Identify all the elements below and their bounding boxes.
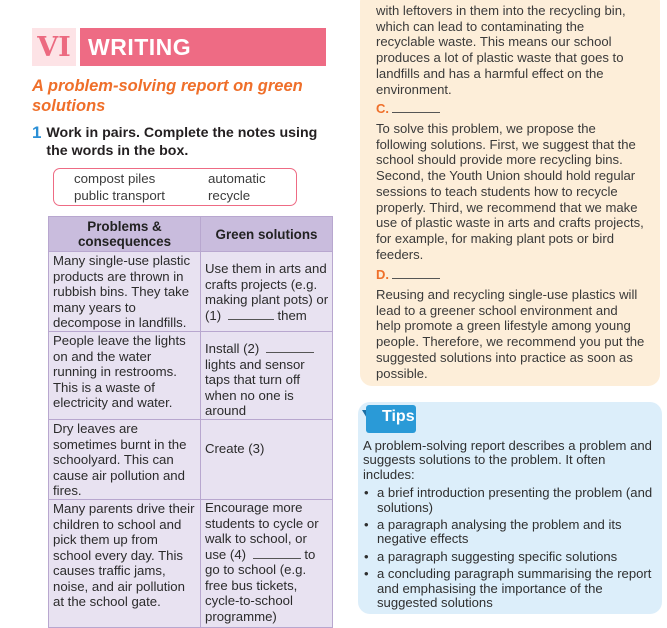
answer-blank-4[interactable] <box>253 558 301 559</box>
solution-cell: Encourage more students to cycle or walk to school, or use (4) to go to school (e.g. free bus tickets, cycle-to-school programme) <box>201 499 333 627</box>
tips-content <box>363 439 653 613</box>
list-item: • a paragraph analysing the problem and its negative effects <box>363 518 653 547</box>
problem-cell: Many single-use plastic products are thrown in rubbish bins. They take many years to decompose in landfills. <box>49 252 201 332</box>
table-row <box>49 419 333 499</box>
list-item: • a concluding paragraph summarising the report and emphasising the importance of the suggested solutions <box>363 567 653 610</box>
notes-table <box>48 216 333 628</box>
column-header-solutions: Green solutions <box>201 217 333 252</box>
table-row <box>49 252 333 332</box>
list-item: • a paragraph suggesting specific solutions <box>363 550 653 564</box>
word-box-item: recycle <box>208 188 251 203</box>
tips-heading: Tips <box>366 405 416 433</box>
word-box-item: compost piles <box>74 171 156 186</box>
report-paragraph-d: Reusing and recycling single-use plastics will lead to a greener school environment and help promote a green lifestyle among young people. Therefore, we recommend you put the suggested solutions into practice as soon as possible. <box>376 287 645 381</box>
section-header <box>32 28 326 66</box>
section-number: VI <box>32 28 76 66</box>
problem-cell: People leave the lights on and the water running in restrooms. This is a waste of electricity and water. <box>49 331 201 419</box>
task-text: Work in pairs. Complete the notes using the words in the box. <box>46 125 318 159</box>
table-row <box>49 499 333 627</box>
tips-intro: A problem-solving report describes a problem and suggests solutions to the problem. It often includes: <box>363 438 652 482</box>
task-instruction <box>32 124 332 160</box>
paragraph-d-blank[interactable] <box>392 278 440 279</box>
solution-cell: Use them in arts and crafts projects (e.g. making plant pots) or (1) them <box>201 252 333 332</box>
list-item: • a brief introduction presenting the problem (and solutions) <box>363 486 653 515</box>
solution-cell: Create (3) <box>201 419 333 499</box>
answer-blank-1[interactable] <box>228 319 274 320</box>
report-label-c: C. <box>376 101 646 117</box>
problem-cell: Dry leaves are sometimes burnt in the schoolyard. This can cause air pollution and fires. <box>49 419 201 499</box>
word-box <box>53 168 297 206</box>
report-paragraph-b: with leftovers in them into the recycling bin, which can lead to contaminating the recyclable waste. This means our school produces a lot of plastic waste that goes to landfills and has a harmful effect on the environment. <box>376 3 626 97</box>
solution-cell: Install (2) lights and sensor taps that turn off when no one is around <box>201 331 333 419</box>
problem-cell: Many parents drive their children to school and pick them up from school every day. This causes traffic jams, noise, and air pollution at the school gate. <box>49 499 201 627</box>
answer-blank-2[interactable] <box>266 352 314 353</box>
report-label-d: D. <box>376 267 646 283</box>
table-row <box>49 331 333 419</box>
tips-list <box>363 486 653 610</box>
section-subtitle: A problem-solving report on green solutions <box>32 77 303 115</box>
word-box-item: public transport <box>74 188 165 203</box>
task-number: 1 <box>32 123 42 142</box>
word-box-item: automatic <box>208 171 266 186</box>
report-paragraph-c: To solve this problem, we propose the following solutions. First, we suggest that the school should provide more recycling bins. Second, the Youth Union should hold regular sessions to teach students how to recycle properly. Third, we recommend that we make use of plastic waste in arts and crafts projects, for example, for making plant pots or bird feeders. <box>376 121 644 262</box>
table-header-row <box>49 217 333 252</box>
section-title: WRITING <box>80 28 326 66</box>
paragraph-c-blank[interactable] <box>392 112 440 113</box>
column-header-problems: Problems & consequences <box>49 217 201 252</box>
